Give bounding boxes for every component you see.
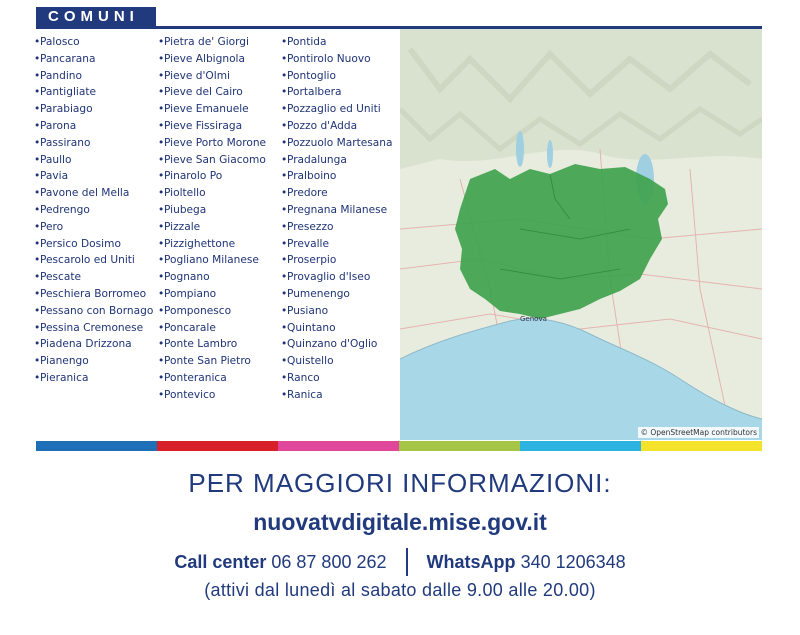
- municipality-item: • Pregnana Milanese: [281, 204, 399, 216]
- municipality-item: • Parabiago: [34, 103, 154, 115]
- municipality-item: • Peschiera Borromeo: [34, 288, 154, 300]
- municipality-item: • Pianengo: [34, 355, 154, 367]
- municipality-column-3: [281, 36, 399, 406]
- strip-segment: [520, 441, 641, 451]
- strip-segment: [278, 441, 399, 451]
- municipality-item: • Ranco: [281, 372, 399, 384]
- strip-segment: [641, 441, 762, 451]
- municipality-item: • Pozzaglio ed Uniti: [281, 103, 399, 115]
- section-title: COMUNI: [36, 7, 156, 27]
- municipality-item: • Ponteranica: [158, 372, 280, 384]
- municipality-item: • Prevalle: [281, 238, 399, 250]
- municipality-item: • Passirano: [34, 137, 154, 149]
- municipality-item: • Pizzale: [158, 221, 280, 233]
- municipality-item: • Paullo: [34, 154, 154, 166]
- municipality-item: • Pozzuolo Martesana: [281, 137, 399, 149]
- municipality-item: • Pietra de' Giorgi: [158, 36, 280, 48]
- municipality-item: • Pontida: [281, 36, 399, 48]
- municipality-item: • Poncarale: [158, 322, 280, 334]
- municipality-item: • Palosco: [34, 36, 154, 48]
- municipality-item: • Pieve Porto Morone: [158, 137, 280, 149]
- municipality-item: • Pinarolo Po: [158, 170, 280, 182]
- municipality-item: • Pavia: [34, 170, 154, 182]
- municipality-item: • Ranica: [281, 389, 399, 401]
- municipality-item: • Pandino: [34, 70, 154, 82]
- municipality-item: • Pusiano: [281, 305, 399, 317]
- municipality-item: • Pontoglio: [281, 70, 399, 82]
- municipality-item: • Pogliano Milanese: [158, 254, 280, 266]
- strip-segment: [399, 441, 520, 451]
- call-center-label: Call center: [174, 552, 267, 572]
- municipality-item: • Pumenengo: [281, 288, 399, 300]
- municipality-item: • Proserpio: [281, 254, 399, 266]
- map-attribution: © OpenStreetMap contributors: [640, 428, 757, 437]
- municipality-item: • Portalbera: [281, 86, 399, 98]
- municipality-item: • Quintano: [281, 322, 399, 334]
- municipality-item: • Pieve d'Olmi: [158, 70, 280, 82]
- municipality-item: • Quinzano d'Oglio: [281, 338, 399, 350]
- municipality-item: • Pieve Albignola: [158, 53, 280, 65]
- municipality-item: • Pescarolo ed Uniti: [34, 254, 154, 266]
- contact-divider: [406, 548, 408, 576]
- contact-line: [0, 548, 800, 576]
- municipality-item: • Pioltello: [158, 187, 280, 199]
- opening-hours: (attivi dal lunedì al sabato dalle 9.00 alle 20.00): [204, 580, 596, 600]
- municipality-item: • Pradalunga: [281, 154, 399, 166]
- municipality-item: • Pantigliate: [34, 86, 154, 98]
- map-city-label: Genova: [520, 315, 547, 323]
- municipality-item: • Pavone del Mella: [34, 187, 154, 199]
- strip-segment: [36, 441, 157, 451]
- municipality-column-1: [34, 36, 154, 389]
- municipality-item: • Piadena Drizzona: [34, 338, 154, 350]
- municipality-item: • Quistello: [281, 355, 399, 367]
- municipality-item: • Pizzighettone: [158, 238, 280, 250]
- call-center-number[interactable]: 06 87 800 262: [271, 552, 387, 572]
- municipality-item: • Pero: [34, 221, 154, 233]
- municipality-item: • Ponte San Pietro: [158, 355, 280, 367]
- municipality-item: • Provaglio d'Iseo: [281, 271, 399, 283]
- map-graphic: [400, 29, 762, 440]
- municipality-item: • Pedrengo: [34, 204, 154, 216]
- municipality-item: • Pieve Fissiraga: [158, 120, 280, 132]
- municipality-item: • Pozzo d'Adda: [281, 120, 399, 132]
- municipality-item: • Pieranica: [34, 372, 154, 384]
- municipality-item: • Presezzo: [281, 221, 399, 233]
- municipality-column-2: [158, 36, 280, 406]
- whatsapp-number[interactable]: 340 1206348: [520, 552, 626, 572]
- municipality-item: • Pieve Emanuele: [158, 103, 280, 115]
- info-heading: PER MAGGIORI INFORMAZIONI:: [188, 468, 612, 498]
- municipality-item: • Predore: [281, 187, 399, 199]
- municipality-item: • Pessina Cremonese: [34, 322, 154, 334]
- municipality-item: • Persico Dosimo: [34, 238, 154, 250]
- municipality-item: • Pescate: [34, 271, 154, 283]
- whatsapp-label: WhatsApp: [426, 552, 516, 572]
- strip-segment: [157, 441, 278, 451]
- municipality-item: • Pontirolo Nuovo: [281, 53, 399, 65]
- website-link[interactable]: nuovatvdigitale.mise.gov.it: [253, 509, 547, 535]
- municipality-item: • Piubega: [158, 204, 280, 216]
- municipality-item: • Pancarana: [34, 53, 154, 65]
- municipality-item: • Pralboino: [281, 170, 399, 182]
- municipality-item: • Pessano con Bornago: [34, 305, 154, 317]
- municipality-item: • Pompiano: [158, 288, 280, 300]
- municipality-item: • Ponte Lambro: [158, 338, 280, 350]
- municipality-item: • Pieve San Giacomo: [158, 154, 280, 166]
- municipality-item: • Pieve del Cairo: [158, 86, 280, 98]
- municipality-item: • Parona: [34, 120, 154, 132]
- municipality-item: • Pontevico: [158, 389, 280, 401]
- municipality-item: • Pomponesco: [158, 305, 280, 317]
- municipality-item: • Pognano: [158, 271, 280, 283]
- coverage-map: [400, 29, 762, 440]
